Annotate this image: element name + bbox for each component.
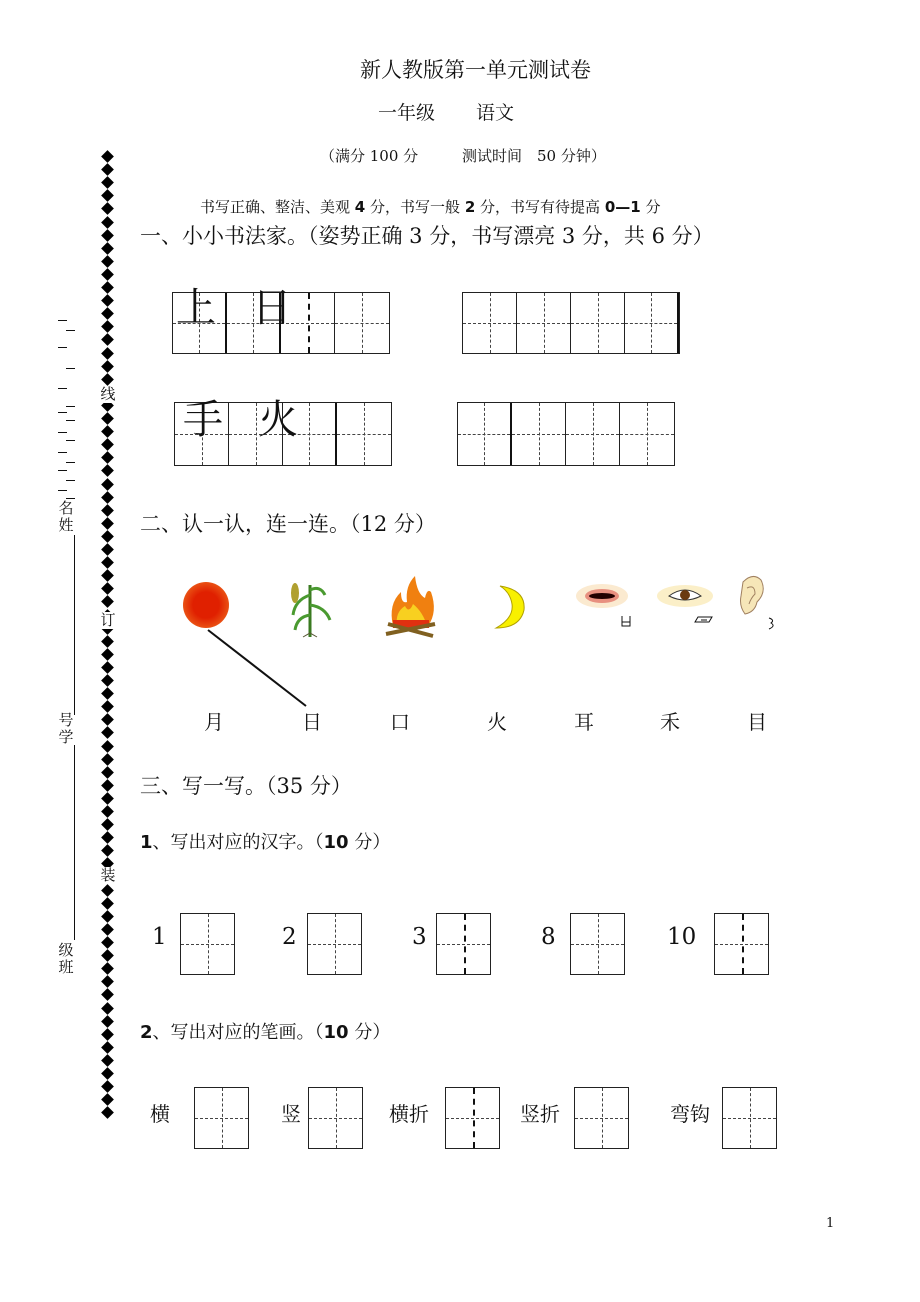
diamond-mark	[101, 425, 114, 438]
diamond-mark	[101, 504, 114, 517]
model-char: 日	[252, 285, 292, 331]
question1-title	[140, 828, 390, 854]
diamond-mark	[101, 910, 114, 923]
stroke-prompt: 弯钩	[670, 1102, 710, 1126]
dash-mark	[66, 440, 75, 441]
grid-cell[interactable]	[620, 403, 674, 465]
grid-cell[interactable]	[517, 293, 571, 353]
grade-label: 一年级	[378, 102, 436, 124]
number-prompt: 8	[541, 924, 556, 950]
diamond-mark	[101, 1054, 114, 1067]
question-text: 分）	[348, 1022, 391, 1043]
question-score: 10	[323, 832, 349, 853]
grid-cell[interactable]	[625, 293, 679, 353]
diamond-mark	[101, 517, 114, 530]
connection-line	[200, 626, 315, 711]
stroke-prompt: 横	[150, 1102, 170, 1126]
diamond-mark	[101, 582, 114, 595]
stroke-prompt: 竖	[281, 1102, 301, 1126]
class-label: 级班	[58, 941, 74, 976]
dash-mark	[58, 320, 67, 321]
answer-box[interactable]	[570, 913, 625, 975]
diamond-mark	[101, 923, 114, 936]
diamond-mark	[101, 569, 114, 582]
writing-grid[interactable]	[462, 292, 680, 354]
note-text: 分	[645, 198, 661, 216]
diamond-mark	[101, 320, 114, 333]
diamond-mark	[101, 949, 114, 962]
diamond-mark	[101, 753, 114, 766]
moon-picture[interactable]	[488, 582, 530, 632]
answer-box[interactable]	[308, 1087, 363, 1149]
answer-box[interactable]	[574, 1087, 629, 1149]
word-option[interactable]: 耳	[574, 710, 594, 734]
diamond-mark	[101, 1067, 114, 1080]
grid-cell[interactable]	[512, 403, 566, 465]
question-text: 分）	[348, 832, 391, 853]
dash-mark	[66, 330, 75, 331]
dash-mark	[58, 347, 67, 348]
diamond-mark	[101, 281, 114, 294]
page-title: 新人教版第一单元测试卷	[360, 58, 591, 82]
diamond-mark	[101, 163, 114, 176]
binding-label-zhuang: 装	[100, 866, 116, 884]
note-score: 2	[464, 198, 476, 216]
question-score: 10	[323, 1022, 349, 1043]
note-score: 0—1	[604, 198, 641, 216]
binding-label-line: 线	[100, 385, 116, 403]
dash-mark	[66, 406, 75, 407]
class-blank-line	[74, 745, 75, 940]
diamond-mark	[101, 818, 114, 831]
dash-mark	[66, 420, 75, 421]
number-prompt: 2	[282, 924, 297, 950]
diamond-mark	[101, 307, 114, 320]
dash-mark	[66, 480, 75, 481]
diamond-mark	[101, 635, 114, 648]
dash-mark	[66, 368, 75, 369]
diamond-mark	[101, 556, 114, 569]
answer-box[interactable]	[714, 913, 769, 975]
note-text: 分，书写有待提高	[480, 198, 601, 216]
diamond-mark	[101, 805, 114, 818]
model-char: 手	[183, 397, 223, 443]
diamond-mark	[101, 1002, 114, 1015]
answer-box[interactable]	[436, 913, 491, 975]
stroke-prompt: 横折	[389, 1102, 429, 1126]
diamond-mark	[101, 373, 114, 386]
grid-cell[interactable]	[337, 403, 391, 465]
note-text: 书写正确、整洁、美观	[200, 198, 351, 216]
diamond-mark	[101, 1041, 114, 1054]
question2-title	[140, 1018, 390, 1044]
diamond-mark	[101, 1015, 114, 1028]
model-char: 火	[258, 397, 298, 443]
diamond-mark	[101, 1093, 114, 1106]
question-text: 、写出对应的笔画。（	[152, 1022, 324, 1043]
sun-picture[interactable]	[183, 582, 229, 628]
note-score: 4	[354, 198, 366, 216]
handwriting-note	[200, 196, 661, 217]
diamond-mark	[101, 792, 114, 805]
word-option[interactable]: 口	[390, 710, 410, 734]
subject-label: 语文	[476, 102, 515, 124]
diamond-mark	[101, 936, 114, 949]
diamond-mark	[101, 229, 114, 242]
word-option[interactable]: 禾	[660, 710, 680, 734]
number-prompt: 3	[412, 924, 427, 950]
diamond-mark	[101, 478, 114, 491]
note-text: 分，书写一般	[370, 198, 461, 216]
diamond-mark	[101, 831, 114, 844]
answer-box[interactable]	[722, 1087, 777, 1149]
question-text: 、写出对应的汉字。（	[152, 832, 324, 853]
dash-mark	[58, 490, 67, 491]
diamond-mark	[101, 897, 114, 910]
diamond-mark	[101, 884, 114, 897]
grid-cell[interactable]	[458, 403, 512, 465]
diamond-mark	[101, 438, 114, 451]
binding-label-ding: 订	[100, 611, 116, 629]
diamond-mark	[101, 1028, 114, 1041]
diamond-mark	[101, 1106, 114, 1119]
diamond-mark	[101, 727, 114, 740]
diamond-mark	[101, 687, 114, 700]
diamond-mark	[101, 347, 114, 360]
dash-mark	[58, 432, 67, 433]
number-blank-line	[74, 535, 75, 715]
word-option[interactable]: 火	[487, 710, 507, 734]
word-option[interactable]: 日	[302, 710, 322, 734]
word-option[interactable]: 目	[747, 710, 767, 734]
diamond-mark	[101, 360, 114, 373]
question-number: 2	[140, 1022, 153, 1043]
diamond-mark	[101, 334, 114, 347]
diamond-mark	[101, 1080, 114, 1093]
diamond-mark	[101, 674, 114, 687]
mouth-picture[interactable]	[574, 582, 634, 634]
ear-picture[interactable]	[733, 572, 781, 637]
answer-box[interactable]	[307, 913, 362, 975]
diamond-mark	[101, 176, 114, 189]
number-prompt: 1	[152, 924, 167, 950]
dash-mark	[58, 452, 67, 453]
number-prompt: 10	[667, 924, 697, 950]
dash-mark	[58, 412, 67, 413]
grid-cell[interactable]	[566, 403, 620, 465]
test-time: 测试时间 50 分钟）	[462, 147, 606, 165]
diamond-mark	[101, 962, 114, 975]
grid-cell[interactable]	[335, 293, 389, 353]
diamond-mark	[101, 294, 114, 307]
diamond-mark	[101, 661, 114, 674]
diamond-mark	[101, 779, 114, 792]
diamond-mark	[101, 268, 114, 281]
dash-mark	[66, 462, 75, 463]
diamond-mark	[101, 189, 114, 202]
section1-title: 一、小小书法家。（姿势正确 3 分，书写漂亮 3 分，共 6 分）	[140, 224, 714, 248]
diamond-mark	[101, 989, 114, 1002]
writing-grid[interactable]	[457, 402, 675, 466]
diamond-mark	[101, 648, 114, 661]
answer-box[interactable]	[445, 1087, 500, 1149]
grid-cell[interactable]	[571, 293, 625, 353]
page-number: 1	[826, 1216, 835, 1231]
diamond-mark	[101, 255, 114, 268]
answer-box[interactable]	[180, 913, 235, 975]
section3-title: 三、写一写。（35 分）	[140, 774, 352, 798]
diamond-mark	[101, 700, 114, 713]
diamond-mark	[101, 543, 114, 556]
fire-picture[interactable]	[383, 574, 438, 639]
word-option[interactable]: 月	[204, 710, 224, 734]
diamond-mark	[101, 530, 114, 543]
diamond-mark	[101, 596, 114, 609]
model-char: 上	[176, 285, 216, 331]
diamond-mark	[101, 412, 114, 425]
diamond-mark	[101, 975, 114, 988]
question-number: 1	[140, 832, 153, 853]
diamond-mark	[101, 216, 114, 229]
section2-title: 二、认一认，连一连。（12 分）	[140, 512, 436, 536]
dash-mark	[58, 470, 67, 471]
stroke-prompt: 竖折	[520, 1102, 560, 1126]
diamond-mark	[101, 451, 114, 464]
diamond-mark	[101, 465, 114, 478]
diamond-mark	[101, 713, 114, 726]
diamond-mark	[101, 491, 114, 504]
diamond-mark	[101, 740, 114, 753]
diamond-mark	[101, 203, 114, 216]
name-label: 名姓	[58, 499, 74, 534]
diamond-mark	[101, 150, 114, 163]
diamond-mark	[101, 242, 114, 255]
student-number-label: 号学	[58, 711, 74, 746]
diamond-mark	[101, 844, 114, 857]
full-score: （满分 100 分	[320, 147, 419, 165]
dash-mark	[58, 388, 67, 389]
grid-cell[interactable]	[463, 293, 517, 353]
eye-picture[interactable]	[655, 582, 715, 634]
diamond-mark	[101, 766, 114, 779]
answer-box[interactable]	[194, 1087, 249, 1149]
